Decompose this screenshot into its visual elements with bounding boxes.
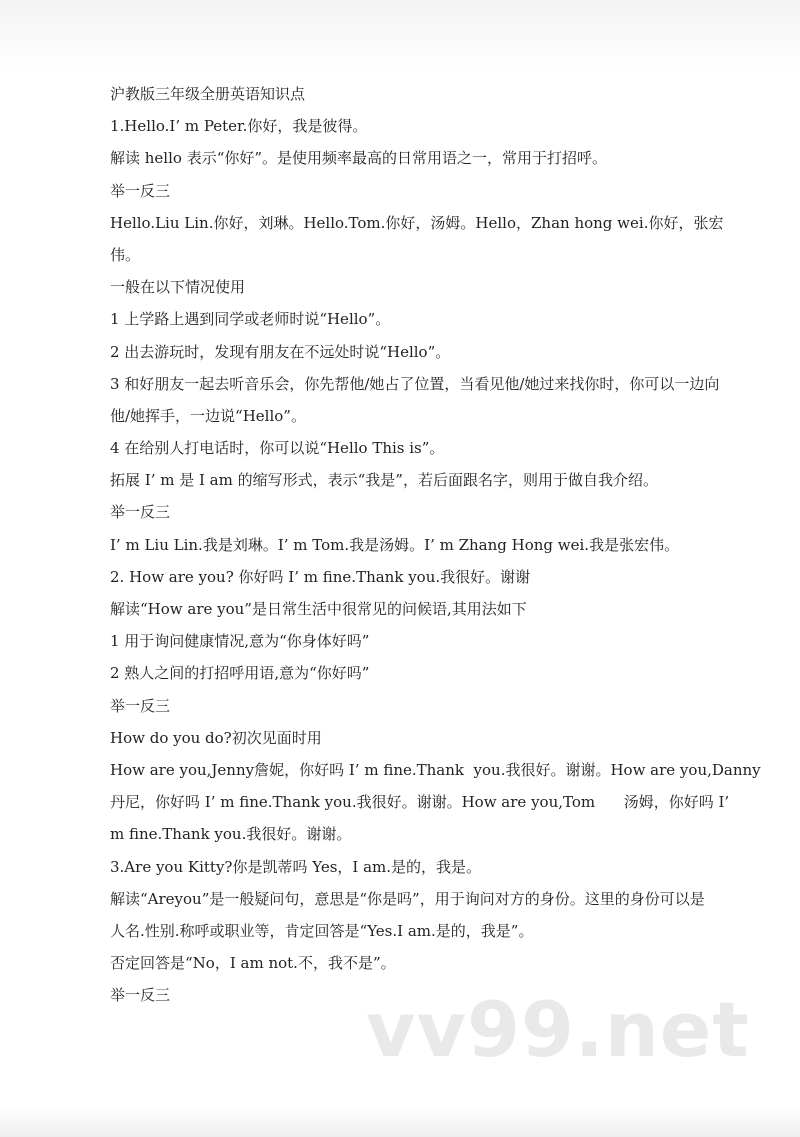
text-line: 举一反三 — [110, 986, 171, 1005]
text-line: 解读“How are you”是日常生活中很常见的问候语,其用法如下 — [110, 600, 527, 618]
text-line: m fine.Thank you.我很好。谢谢。 — [110, 825, 352, 844]
text-line: 3.Are you Kitty?你是凯蒂吗 Yes，I am.是的，我是。 — [110, 857, 482, 876]
text-line: 丹尼，你好吗 I’ m fine.Thank you.我很好。谢谢。How are you,Tom 汤姆，你好吗 I’ — [110, 793, 730, 812]
text-line: 拓展 I’ m 是 I am 的缩写形式，表示“我是”，若后面跟名字，则用于做自我介绍。 — [110, 471, 658, 490]
text-line: 举一反三 — [110, 696, 171, 715]
text-line: Hello.Liu Lin.你好，刘琳。Hello.Tom.你好，汤姆。Hello，Zhan hong wei.你好，张宏 — [110, 213, 724, 232]
text-line: How do you do?初次见面时用 — [110, 728, 322, 747]
text-line: 一般在以下情况使用 — [110, 278, 246, 297]
document-title: 沪教版三年级全册英语知识点 — [110, 85, 306, 103]
page-bottom-shadow — [0, 1107, 800, 1137]
text-line: 举一反三 — [110, 181, 171, 200]
text-line: 否定回答是“No，I am not.不，我不是”。 — [110, 954, 396, 973]
text-line: 他/她挥手，一边说“Hello”。 — [110, 406, 306, 425]
text-line: 4 在给别人打电话时，你可以说“Hello This is”。 — [110, 439, 445, 458]
text-line: 人名.性别.称呼或职业等，肯定回答是“Yes.I am.是的，我是”。 — [110, 921, 534, 940]
watermark: vv99.net — [366, 985, 750, 1074]
text-line: 1.Hello.I’ m Peter.你好，我是彼得。 — [110, 117, 368, 136]
text-line: How are you,Jenny詹妮，你好吗 I’ m fine.Thank you.我很好。谢谢。How are you,Danny — [110, 760, 761, 779]
document-body — [110, 78, 790, 1011]
text-line: 解读“Areyou”是一般疑问句，意思是“你是吗”，用于询问对方的身份。这里的身份可以是 — [110, 889, 705, 908]
text-line: 伟。 — [110, 245, 141, 264]
page-top-shadow — [0, 0, 800, 70]
text-line: 1 用于询问健康情况,意为“你身体好吗” — [110, 632, 370, 651]
text-line: 2. How are you? 你好吗 I’ m fine.Thank you.我很好。谢谢 — [110, 567, 531, 586]
text-line: 举一反三 — [110, 503, 171, 522]
text-line: 3 和好朋友一起去听音乐会，你先帮他/她占了位置，当看见他/她过来找你时，你可以一边向 — [110, 374, 720, 393]
text-line: 2 出去游玩时，发现有朋友在不远处时说“Hello”。 — [110, 342, 451, 361]
text-line: I’ m Liu Lin.我是刘琳。I’ m Tom.我是汤姆。I’ m Zhang Hong wei.我是张宏伟。 — [110, 535, 680, 554]
text-line: 1 上学路上遇到同学或老师时说“Hello”。 — [110, 310, 391, 329]
text-line: 2 熟人之间的打招呼用语,意为“你好吗” — [110, 664, 370, 683]
text-line: 解读 hello 表示“你好”。是使用频率最高的日常用语之一，常用于打招呼。 — [110, 149, 608, 168]
